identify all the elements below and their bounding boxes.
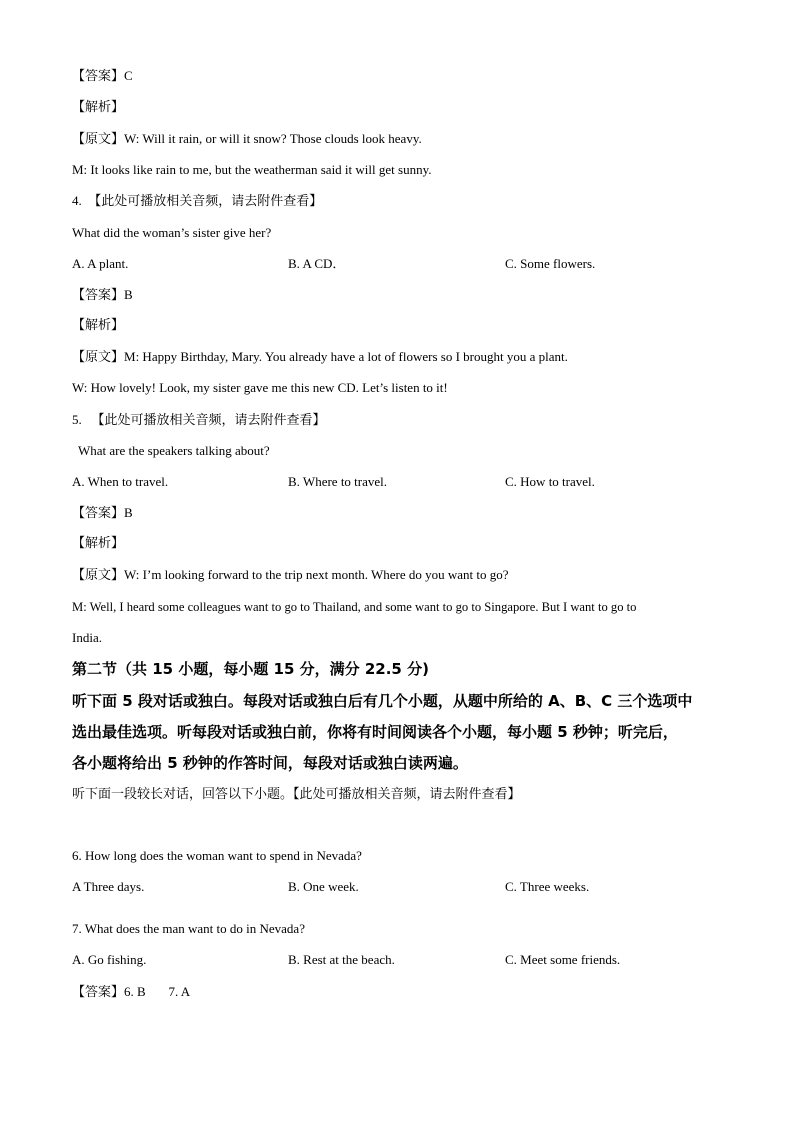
q5-original-1: [72, 567, 509, 584]
original-tag: 【原文】: [72, 132, 125, 147]
q67-answer: [72, 984, 190, 1001]
q4-original-2: W: How lovely! Look, my sister gave me this new CD. Let’s listen to it!: [72, 380, 448, 395]
option-c: C. Three weeks.: [505, 879, 590, 894]
answer-tag: 【答案】: [72, 69, 125, 84]
option-b: B. Where to travel.: [288, 474, 388, 489]
section2-instruction-3: 各小题将给出 5 秒钟的作答时间，每段对话或独白读两遍。: [72, 754, 468, 772]
q4-question: What did the woman’s sister give her?: [72, 225, 272, 240]
section2-instruction-2: 选出最佳选项。听每段对话或独白前，你将有时间阅读各个小题，每小题 5 秒钟；听完后，: [72, 723, 678, 741]
option-a: A Three days.: [72, 879, 145, 894]
original-tag: 【原文】: [72, 350, 125, 365]
original-text: W: Will it rain, or will it snow? Those clouds look heavy.: [124, 131, 422, 146]
question-number: 4.: [72, 193, 82, 208]
option-a: A. A plant.: [72, 256, 129, 271]
q5-original-2: M: Well, I heard some colleagues want to go to Thailand, and some want to go to Singapore. But I want to go to: [72, 600, 637, 614]
section2-intro: 听下面一段较长对话，回答以下小题。【此处可播放相关音频，请去附件查看】: [72, 787, 521, 802]
q7-question: 7. What does the man want to do in Nevada?: [72, 921, 305, 936]
q4-original-1: [72, 349, 568, 366]
answer-value: C: [124, 68, 133, 83]
option-b: B. Rest at the beach.: [288, 952, 395, 967]
q5-original-3: India.: [72, 630, 102, 645]
answer-value: B: [124, 505, 133, 520]
q6-question: 6. How long does the woman want to spend in Nevada?: [72, 848, 362, 863]
answer-tag: 【答案】: [72, 506, 125, 521]
option-b: B. One week.: [288, 879, 359, 894]
option-a: A. When to travel.: [72, 474, 169, 489]
q5-header: [72, 412, 326, 429]
audio-note: 【此处可播放相关音频，请去附件查看】: [88, 194, 323, 209]
q4-answer: [72, 287, 133, 304]
audio-note: 【此处可播放相关音频，请去附件查看】: [91, 413, 326, 428]
section2-title: 第二节（共 15 小题，每小题 15 分，满分 22.5 分): [72, 660, 429, 678]
option-b: B. A CD．: [288, 256, 346, 271]
option-a: A. Go fishing.: [72, 952, 147, 967]
q3-answer: [72, 68, 133, 85]
question-number: 5.: [72, 412, 82, 427]
q3-analysis-tag: 【解析】: [72, 100, 125, 115]
answer-value: B: [124, 287, 133, 302]
option-c: C. How to travel.: [505, 474, 595, 489]
q5-analysis-tag: 【解析】: [72, 536, 125, 551]
original-tag: 【原文】: [72, 568, 125, 583]
q5-question: What are the speakers talking about?: [78, 443, 270, 458]
answer-7: 7. A: [168, 984, 191, 999]
original-text: W: I’m looking forward to the trip next month. Where do you want to go?: [124, 567, 509, 582]
q4-header: [72, 193, 322, 210]
q5-answer: [72, 505, 133, 522]
q3-original-2: M: It looks like rain to me, but the weatherman said it will get sunny.: [72, 162, 432, 177]
answer-6: 6. B: [124, 984, 146, 999]
answer-tag: 【答案】: [72, 985, 125, 1000]
q4-analysis-tag: 【解析】: [72, 318, 125, 333]
q3-original-1: [72, 131, 422, 148]
option-c: C. Meet some friends.: [505, 952, 621, 967]
original-text: M: Happy Birthday, Mary. You already have a lot of flowers so I brought you a plant.: [124, 349, 568, 364]
option-c: C. Some flowers.: [505, 256, 596, 271]
answer-tag: 【答案】: [72, 288, 125, 303]
section2-instruction-1: 听下面 5 段对话或独白。每段对话或独白后有几个小题，从题中所给的 A、B、C 三个选项中: [72, 692, 693, 710]
